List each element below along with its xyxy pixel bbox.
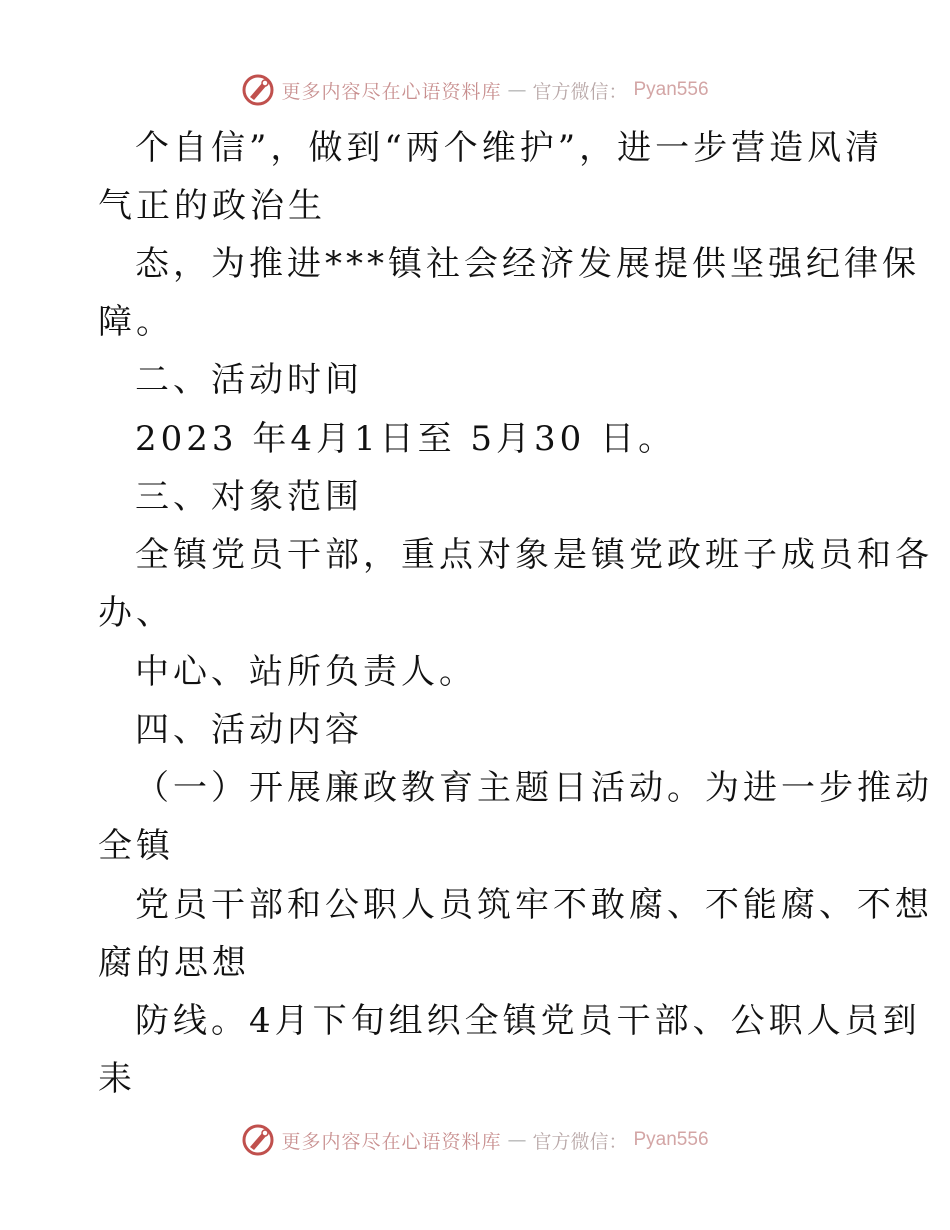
section-heading: 三、对象范围 (135, 477, 363, 517)
text-line: 气正的政治生 (98, 186, 326, 226)
footer-separator: — (507, 1129, 527, 1151)
header-wechat-label: 官方微信： (532, 80, 628, 103)
text-line: 防线。4月下旬组织全镇党员干部、公职人员到 (135, 1001, 921, 1041)
text-line: 个自信”，做到“两个维护”，进一步营造风清 (135, 128, 884, 168)
brand-logo-icon (241, 73, 275, 107)
text-line: 腐的思想 (98, 943, 250, 983)
text-line: （一）开展廉政教育主题日活动。为进一步推动 (135, 768, 933, 808)
text-line: 全镇党员干部，重点对象是镇党政班子成员和各 (135, 535, 933, 575)
header-banner (0, 70, 950, 110)
text-line: 办、 (98, 593, 174, 633)
header-separator: — (507, 79, 527, 101)
text-line: 2023 年4月1日至 5月30 日。 (135, 419, 677, 459)
footer-wechat-id: Pyan556 (633, 1129, 709, 1150)
text-line: 全镇 (98, 826, 174, 866)
text-line: 耒 (98, 1059, 136, 1099)
footer-wechat-label: 官方微信： (532, 1130, 628, 1153)
footer-banner (0, 1120, 950, 1160)
text-line: 党员干部和公职人员筑牢不敢腐、不能腐、不想 (135, 885, 933, 925)
footer-brand-text: 更多内容尽在心语资料库 (281, 1130, 502, 1153)
brand-logo-icon (241, 1123, 275, 1157)
text-line: 态，为推进***镇社会经济发展提供坚强纪律保 (135, 244, 920, 284)
header-wechat-id: Pyan556 (633, 79, 709, 100)
header-brand-text: 更多内容尽在心语资料库 (281, 80, 502, 103)
text-line: 中心、站所负责人。 (135, 652, 477, 692)
section-heading: 四、活动内容 (135, 710, 363, 750)
section-heading: 二、活动时间 (135, 360, 363, 400)
text-line: 障。 (98, 302, 174, 342)
